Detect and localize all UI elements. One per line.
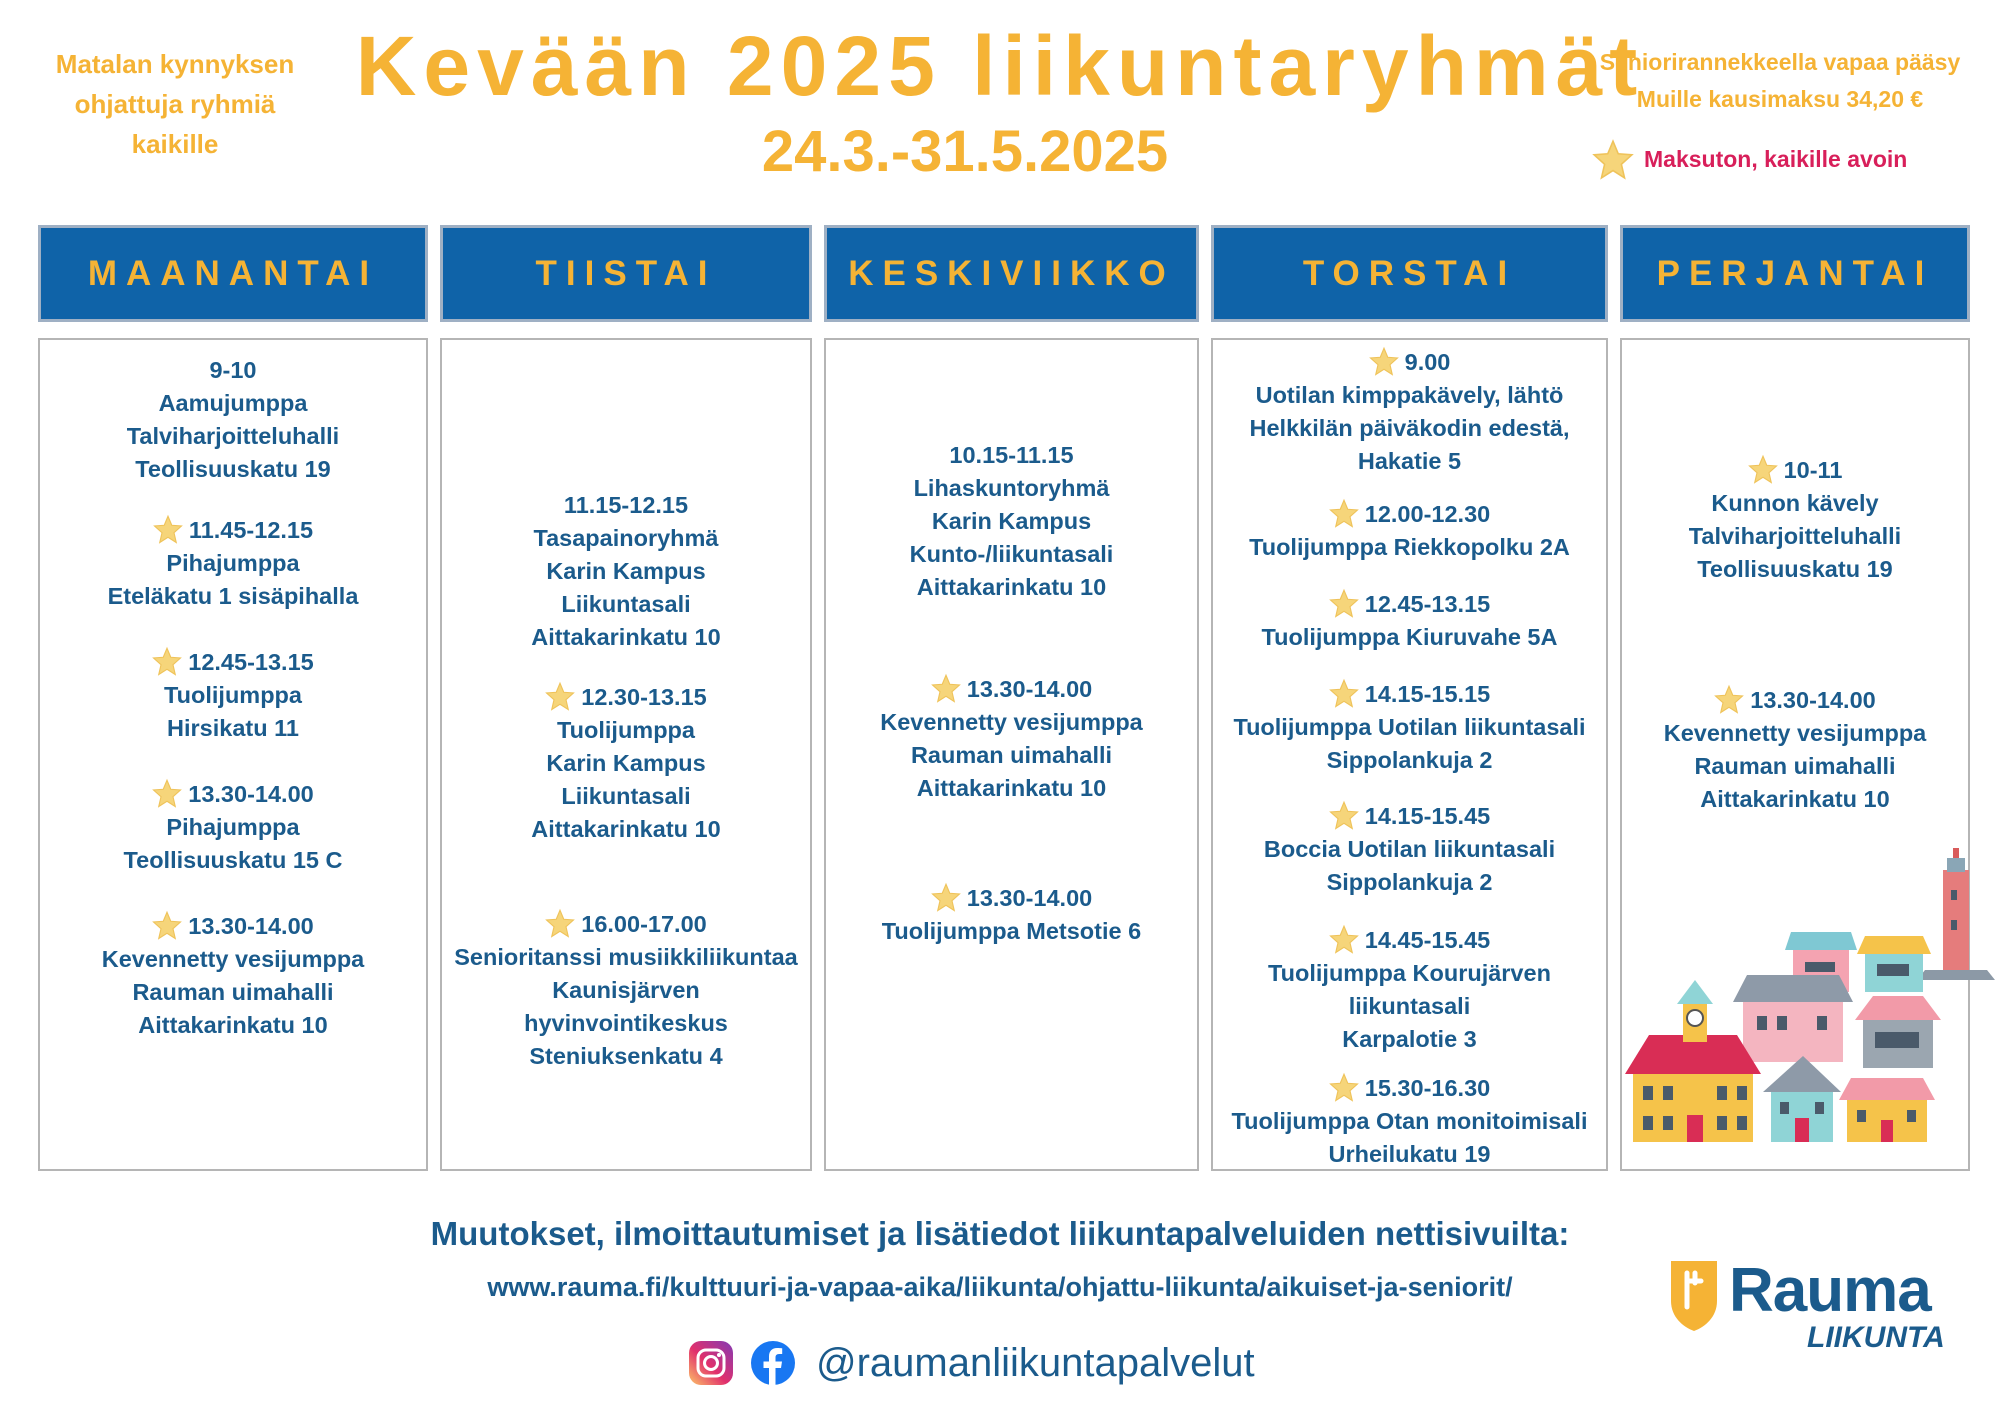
entry-detail-line: Boccia Uotilan liikuntasali xyxy=(1263,836,1556,862)
entry-time xyxy=(40,778,426,811)
entry-time xyxy=(1213,498,1606,531)
entry-detail-line: Kevennetty vesijumppa xyxy=(1663,720,1927,746)
day-header-monday: MAANANTAI xyxy=(38,225,428,322)
star-icon xyxy=(1329,1072,1359,1102)
entry-time-text: 11.45-12.15 xyxy=(188,517,314,543)
entry-time xyxy=(1213,346,1606,379)
entry-time-text: 13.30-14.00 xyxy=(188,913,314,939)
entry-detail-line: Tuolijumppa xyxy=(164,682,302,708)
tagline-line: kaikille xyxy=(131,129,219,159)
entry-time xyxy=(826,882,1197,915)
entry-detail-line: Kevennetty vesijumppa xyxy=(101,946,365,972)
entry-time-text: 12.00-12.30 xyxy=(1364,501,1491,527)
entry-detail-line: Uotilan kimppakävely, lähtö xyxy=(1255,382,1564,408)
entry-time xyxy=(1213,678,1606,711)
entry-detail-line: Kaunisjärven xyxy=(552,977,700,1003)
entry-time-text: 13.30-14.00 xyxy=(188,781,314,807)
fee-line: Seniorirannekkeella vapaa pääsy xyxy=(1599,49,1961,75)
page-title: Kevään 2025 liikuntaryhmät xyxy=(355,19,1645,113)
entry-detail-line: Tuolijumppa Kourujärven xyxy=(1268,960,1551,986)
entry-detail-line: Aittakarinkatu 10 xyxy=(531,624,721,650)
entry-detail-line: Tuolijumppa Uotilan liikuntasali xyxy=(1233,714,1586,740)
entry-time xyxy=(442,489,810,522)
entry-time-text: 15.30-16.30 xyxy=(1364,1075,1491,1101)
season-dates: 24.3.-31.5.2025 xyxy=(761,119,1169,184)
star-icon xyxy=(1329,678,1359,708)
entry-time xyxy=(826,673,1197,706)
entry-time xyxy=(826,439,1197,472)
entry-detail-line: Talviharjoitteluhalli xyxy=(126,423,340,449)
schedule-entry xyxy=(1213,588,1606,654)
entry-detail-line: Hakatie 5 xyxy=(1357,448,1462,474)
footer-url-link[interactable]: www.rauma.fi/kulttuuri-ja-vapaa-aika/liikunta/ohjattu-liikunta/aikuiset-ja-seniorit/ xyxy=(487,1272,1513,1302)
entry-detail-line: Kunto-/liikuntasali xyxy=(909,541,1114,567)
instagram-icon[interactable] xyxy=(688,1340,734,1386)
entry-detail-line: Aittakarinkatu 10 xyxy=(531,816,721,842)
entry-detail-line: Aittakarinkatu 10 xyxy=(916,574,1107,600)
entry-time xyxy=(1622,454,1968,487)
entry-detail-line: Talviharjoitteluhalli xyxy=(1688,523,1902,549)
entry-detail-line: Tuolijumppa xyxy=(557,717,695,743)
entry-detail-line: liikuntasali xyxy=(1348,993,1471,1019)
entry-detail-line: Pihajumppa xyxy=(166,814,300,840)
entry-detail-line: Sippolankuja 2 xyxy=(1326,869,1493,895)
day-column-thursday xyxy=(1211,338,1608,1171)
entry-time xyxy=(1622,684,1968,717)
entry-time xyxy=(1213,924,1606,957)
entry-time-text: 11.15-12.15 xyxy=(563,492,689,518)
entry-detail-line: Tuolijumppa Kiuruvahe 5A xyxy=(1261,624,1558,650)
entry-detail-line: Aamujumppa xyxy=(158,390,308,416)
star-icon xyxy=(545,908,575,938)
star-icon xyxy=(1369,346,1399,376)
entry-detail-line: Karin Kampus xyxy=(546,558,706,584)
entry-time-text: 10-11 xyxy=(1783,457,1843,483)
entry-detail-line: Rauman uimahalli xyxy=(910,742,1113,768)
entry-detail-line: Rauman uimahalli xyxy=(1694,753,1896,779)
schedule-entry xyxy=(826,439,1197,604)
star-icon xyxy=(1592,138,1634,180)
star-icon xyxy=(545,681,575,711)
fee-line: Muille kausimaksu 34,20 € xyxy=(1636,86,1924,112)
schedule-entry xyxy=(826,673,1197,805)
star-icon xyxy=(931,673,961,703)
entry-detail-line: Hirsikatu 11 xyxy=(167,715,299,741)
day-header-wednesday: KESKIVIIKKO xyxy=(824,225,1199,322)
entry-detail-line: Karin Kampus xyxy=(931,508,1092,534)
social-handle[interactable]: @raumanliikuntapalvelut xyxy=(816,1340,1255,1385)
schedule-entry xyxy=(40,646,426,745)
rauma-crest-icon xyxy=(1665,1255,1725,1335)
star-icon xyxy=(1329,800,1359,830)
star-icon xyxy=(1329,924,1359,954)
schedule-entry xyxy=(1213,800,1606,899)
social-links xyxy=(688,1340,1255,1386)
entry-time-text: 12.30-13.15 xyxy=(581,684,707,710)
entry-detail-line: Lihaskuntoryhmä xyxy=(913,475,1110,501)
tagline-line: ohjattuja ryhmiä xyxy=(74,89,276,119)
entry-detail-line: Teollisuuskatu 19 xyxy=(1697,556,1893,582)
star-icon xyxy=(152,646,182,676)
entry-time xyxy=(1213,800,1606,833)
entry-time xyxy=(40,514,426,547)
entry-time-text: 13.30-14.00 xyxy=(1750,687,1876,713)
logo-name: Rauma xyxy=(1729,1256,1931,1325)
entry-detail-line: Karpalotie 3 xyxy=(1342,1026,1477,1052)
star-icon xyxy=(152,910,182,940)
schedule-entry xyxy=(40,354,426,486)
schedule-entry xyxy=(826,882,1197,948)
star-icon xyxy=(153,514,183,544)
schedule-entry xyxy=(1213,678,1606,777)
entry-detail-line: hyvinvointikeskus xyxy=(524,1010,728,1036)
legend-free-label: Maksuton, kaikille avoin xyxy=(1644,145,1908,172)
schedule-entry xyxy=(40,910,426,1042)
entry-detail-line: Kevennetty vesijumppa xyxy=(880,709,1143,735)
entry-detail-line: Steniuksenkatu 4 xyxy=(529,1043,723,1069)
entry-detail-line: Senioritanssi musiikkiliikuntaa xyxy=(454,944,798,970)
logo-subtitle: LIIKUNTA xyxy=(1807,1321,1945,1354)
schedule-entry xyxy=(1213,346,1606,478)
entry-time-text: 14.45-15.45 xyxy=(1364,927,1491,953)
entry-time xyxy=(1213,1072,1606,1105)
star-icon xyxy=(152,778,182,808)
entry-time xyxy=(40,354,426,387)
star-icon xyxy=(1329,498,1359,528)
footer-info-heading: Muutokset, ilmoittautumiset ja lisätiedot liikuntapalveluiden nettisivuilta: xyxy=(430,1215,1570,1252)
entry-detail-line: Rauman uimahalli xyxy=(132,979,334,1005)
day-column-wednesday xyxy=(824,338,1199,1171)
star-icon xyxy=(931,882,961,912)
legend-free xyxy=(1592,138,1907,180)
schedule-entry xyxy=(1213,498,1606,564)
town-illustration-icon xyxy=(1625,840,1995,1150)
day-header-thursday: TORSTAI xyxy=(1211,225,1608,322)
rauma-liikunta-logo xyxy=(1665,1255,1955,1365)
facebook-icon[interactable] xyxy=(750,1340,796,1386)
day-column-tuesday xyxy=(440,338,812,1171)
entry-time xyxy=(442,681,810,714)
schedule-entry xyxy=(442,489,810,654)
entry-time-text: 12.45-13.15 xyxy=(188,649,314,675)
entry-time-text: 13.30-14.00 xyxy=(966,885,1093,911)
schedule-entry xyxy=(40,778,426,877)
entry-detail-line: Teollisuuskatu 19 xyxy=(135,456,331,482)
entry-time-text: 9-10 xyxy=(209,357,257,383)
entry-detail-line: Sippolankuja 2 xyxy=(1326,747,1493,773)
entry-time-text: 9.00 xyxy=(1404,349,1451,375)
entry-time-text: 14.15-15.15 xyxy=(1364,681,1491,707)
fee-info xyxy=(1570,44,1990,118)
entry-detail-line: Aittakarinkatu 10 xyxy=(916,775,1107,801)
entry-detail-line: Tuolijumppa Riekkopolku 2A xyxy=(1249,534,1570,560)
entry-time-text: 14.15-15.45 xyxy=(1364,803,1491,829)
schedule-entry xyxy=(1213,924,1606,1056)
day-header-tuesday: TIISTAI xyxy=(440,225,812,322)
entry-detail-line: Karin Kampus xyxy=(546,750,706,776)
schedule-entry xyxy=(1213,1072,1606,1171)
entry-detail-line: Aittakarinkatu 10 xyxy=(138,1012,328,1038)
star-icon xyxy=(1329,588,1359,618)
day-column-monday xyxy=(38,338,428,1171)
schedule-entry xyxy=(1622,454,1968,586)
entry-time xyxy=(442,908,810,941)
entry-detail-line: Eteläkatu 1 sisäpihalla xyxy=(107,583,359,609)
schedule-entry xyxy=(1622,684,1968,816)
entry-time-text: 10.15-11.15 xyxy=(949,442,1074,468)
entry-time-text: 13.30-14.00 xyxy=(966,676,1093,702)
entry-detail-line: Urheilukatu 19 xyxy=(1328,1141,1491,1167)
entry-detail-line: Helkkilän päiväkodin edestä, xyxy=(1249,415,1570,441)
entry-detail-line: Aittakarinkatu 10 xyxy=(1700,786,1890,812)
entry-time xyxy=(1213,588,1606,621)
entry-detail-line: Tasapainoryhmä xyxy=(533,525,719,551)
entry-time-text: 12.45-13.15 xyxy=(1364,591,1491,617)
tagline-line: Matalan kynnyksen xyxy=(55,49,295,79)
entry-time-text: 16.00-17.00 xyxy=(581,911,707,937)
entry-detail-line: Teollisuuskatu 15 C xyxy=(123,847,343,873)
entry-detail-line: Liikuntasali xyxy=(561,591,691,617)
entry-detail-line: Tuolijumppa Otan monitoimisali xyxy=(1231,1108,1588,1134)
schedule-entry xyxy=(442,908,810,1073)
entry-detail-line: Pihajumppa xyxy=(166,550,300,576)
entry-detail-line: Kunnon kävely xyxy=(1711,490,1879,516)
star-icon xyxy=(1714,684,1744,714)
entry-time xyxy=(40,646,426,679)
schedule-entry xyxy=(442,681,810,846)
entry-time xyxy=(40,910,426,943)
entry-detail-line: Tuolijumppa Metsotie 6 xyxy=(881,918,1142,944)
day-header-friday: PERJANTAI xyxy=(1620,225,1970,322)
star-icon xyxy=(1748,454,1778,484)
entry-detail-line: Liikuntasali xyxy=(561,783,691,809)
schedule-entry xyxy=(40,514,426,613)
